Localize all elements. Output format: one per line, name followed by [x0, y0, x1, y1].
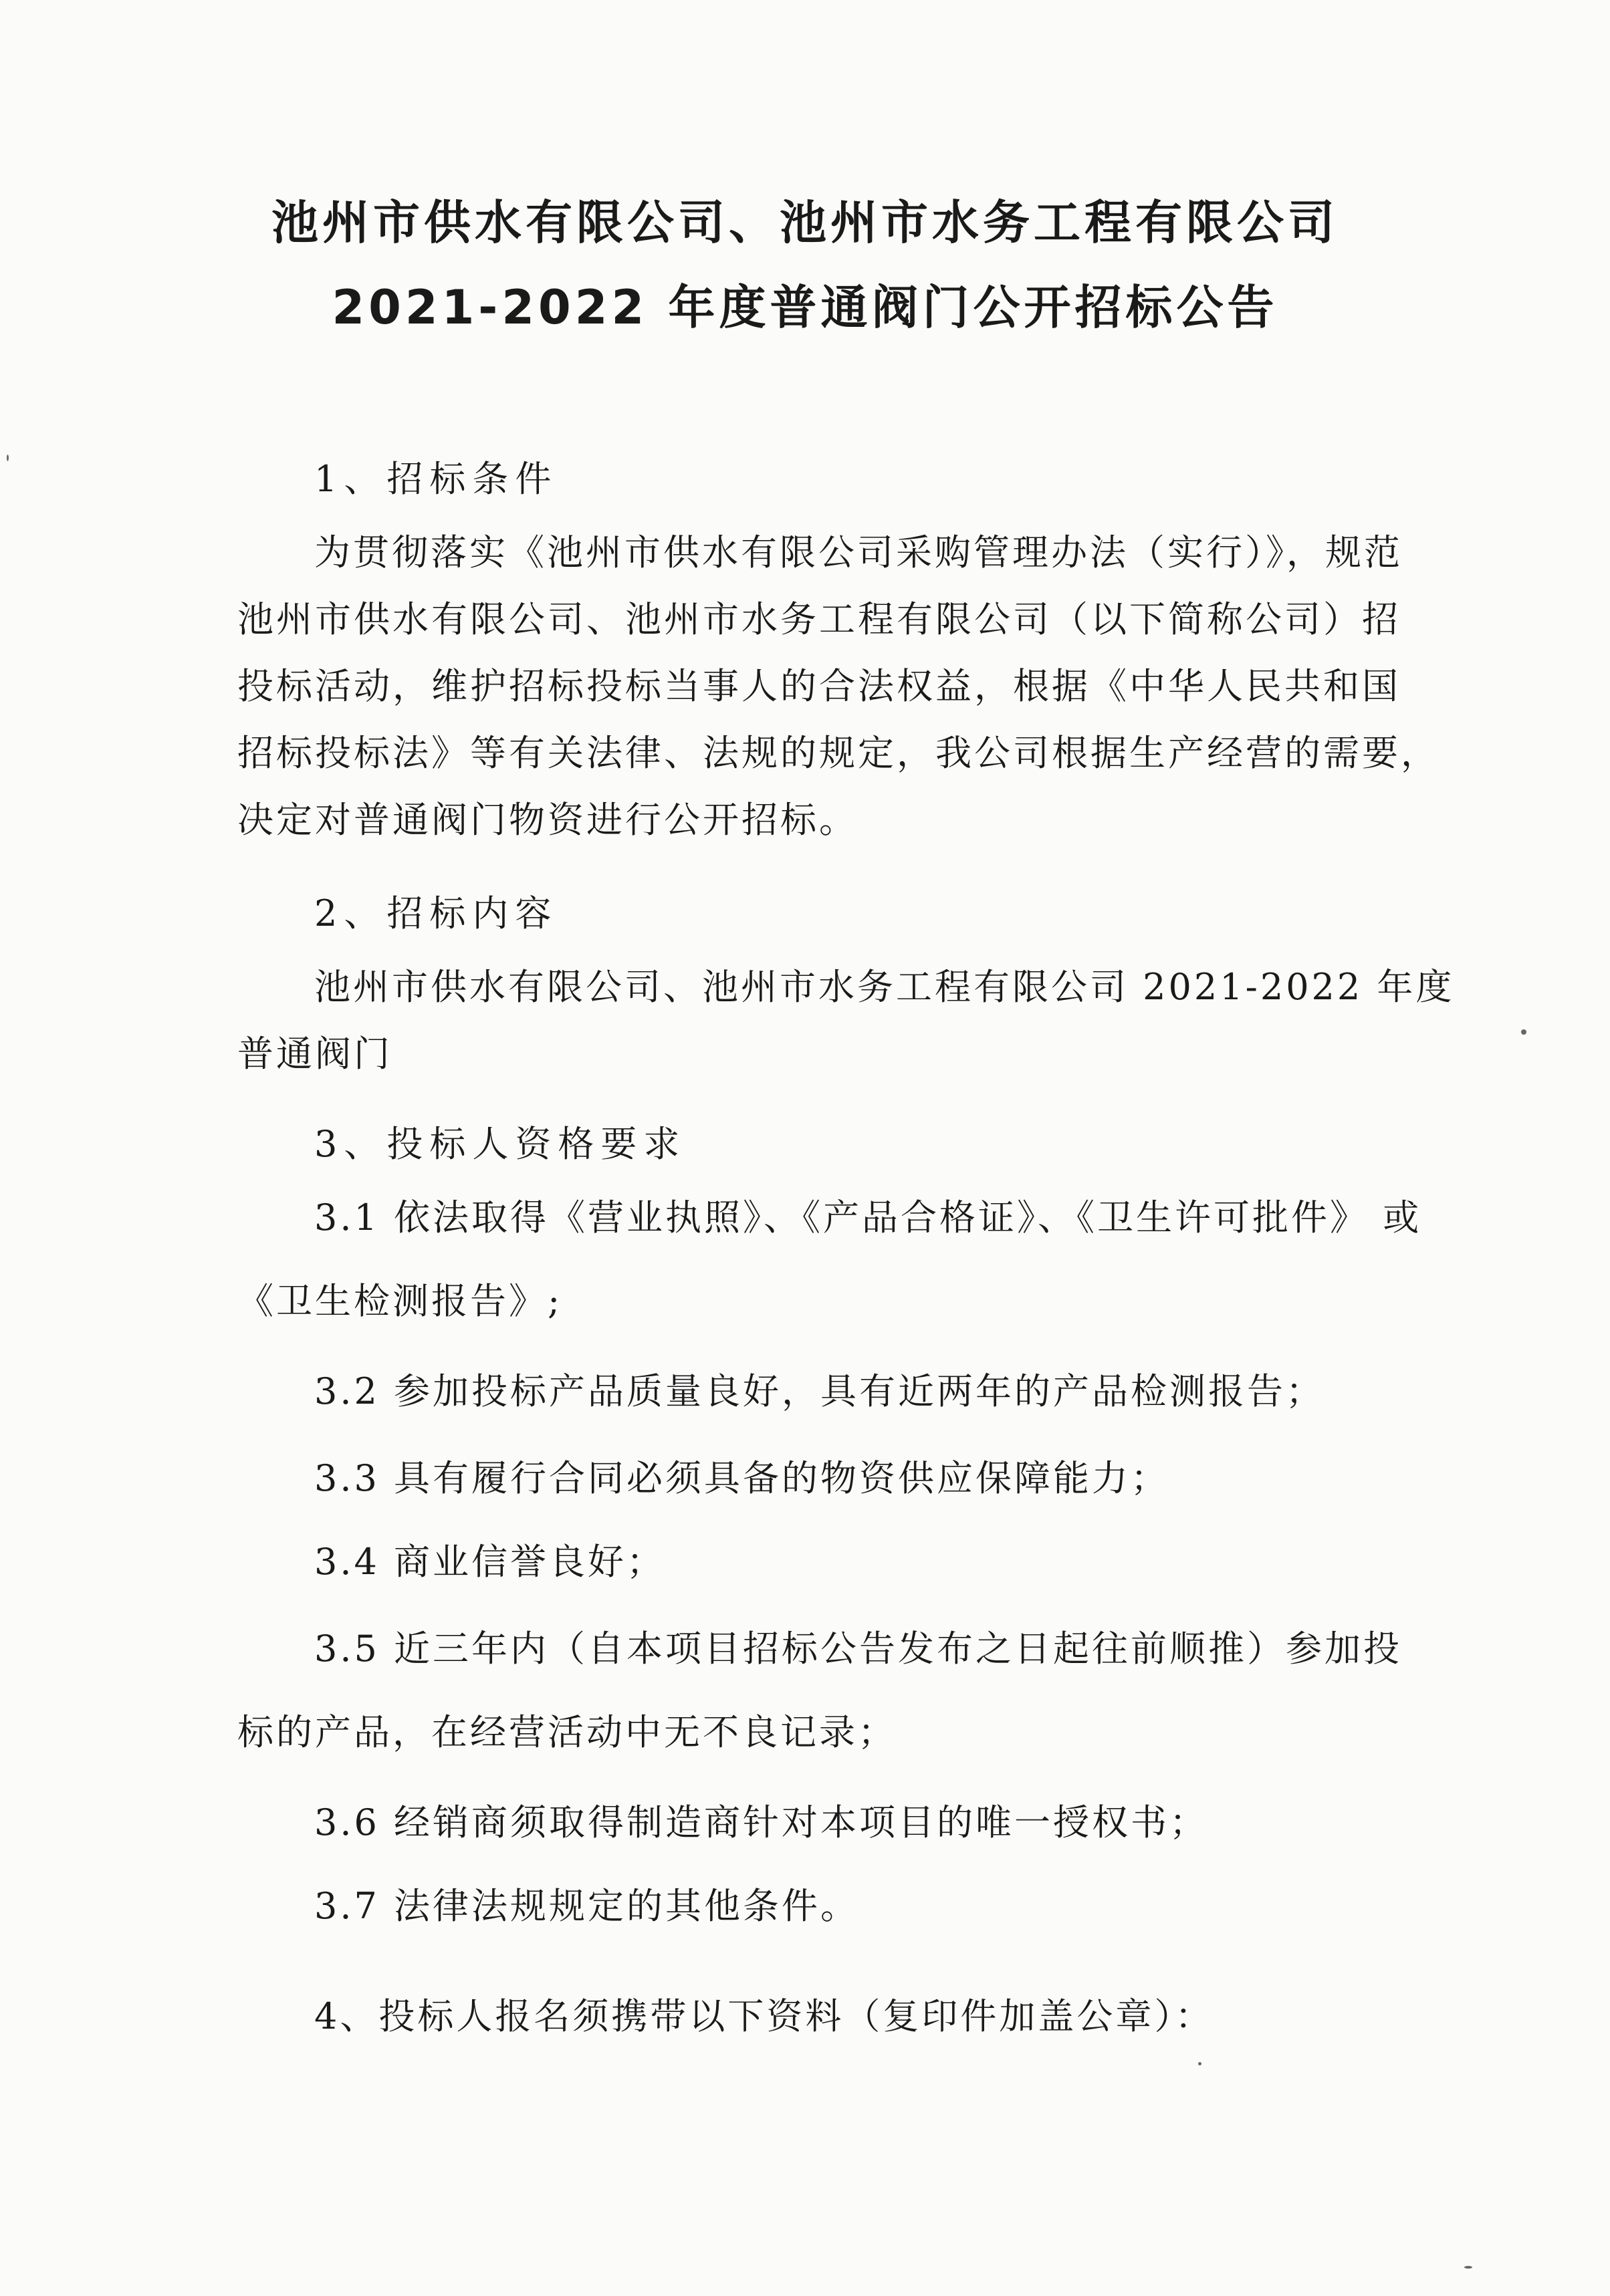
section-1-heading: 1、招标条件 [314, 458, 558, 500]
section-3-item-3-5: 3.5 近三年内（自本项目招标公告发布之日起往前顺推）参加投 [314, 1628, 1403, 1670]
section-2-heading: 2、招标内容 [314, 892, 558, 934]
document-title-line-2: 2021-2022 年度普通阀门公开招标公告 [332, 280, 1278, 335]
section-2-line-2: 普通阀门 [237, 1033, 392, 1075]
document-title-line-1: 池州市供水有限公司、池州市水务工程有限公司 [271, 195, 1339, 250]
scan-speck [1198, 2062, 1201, 2065]
section-3-item-3-6: 3.6 经销商须取得制造商针对本项目的唯一授权书； [314, 1801, 1209, 1843]
section-3-item-3-1: 3.1 依法取得《营业执照》、《产品合格证》、《卫生许可批件》 或 [314, 1196, 1422, 1239]
section-1-line-4: 招标投标法》等有关法律、法规的规定，我公司根据生产经营的需要， [237, 732, 1440, 774]
section-3-item-3-3: 3.3 具有履行合同必须具备的物资供应保障能力； [314, 1457, 1170, 1499]
section-1-line-3: 投标活动，维护招标投标当事人的合法权益，根据《中华人民共和国 [237, 665, 1401, 707]
section-1-line-1: 为贯彻落实《池州市供水有限公司采购管理办法（实行）》，规范 [314, 531, 1403, 573]
section-3-item-3-4: 3.4 商业信誉良好； [314, 1541, 666, 1583]
scan-speck [7, 455, 9, 461]
section-4-heading: 4、投标人报名须携带以下资料（复印件加盖公章）： [314, 1995, 1214, 2037]
section-1-line-5: 决定对普通阀门物资进行公开招标。 [237, 799, 858, 841]
section-3-heading: 3、投标人资格要求 [314, 1123, 687, 1165]
section-3-item-3-7: 3.7 法律法规规定的其他条件。 [314, 1885, 860, 1927]
section-3-item-3-2: 3.2 参加投标产品质量良好，具有近两年的产品检测报告； [314, 1370, 1325, 1412]
scan-speck [1521, 1029, 1526, 1035]
section-3-item-3-5-cont: 标的产品，在经营活动中无不良记录； [237, 1711, 897, 1753]
section-3-item-3-1-cont: 《卫生检测报告》; [237, 1280, 563, 1322]
scan-speck [1464, 2266, 1472, 2269]
section-1-line-2: 池州市供水有限公司、池州市水务工程有限公司（以下简称公司）招 [237, 598, 1401, 640]
section-2-line-1: 池州市供水有限公司、池州市水务工程有限公司 2021-2022 年度 [314, 966, 1455, 1008]
